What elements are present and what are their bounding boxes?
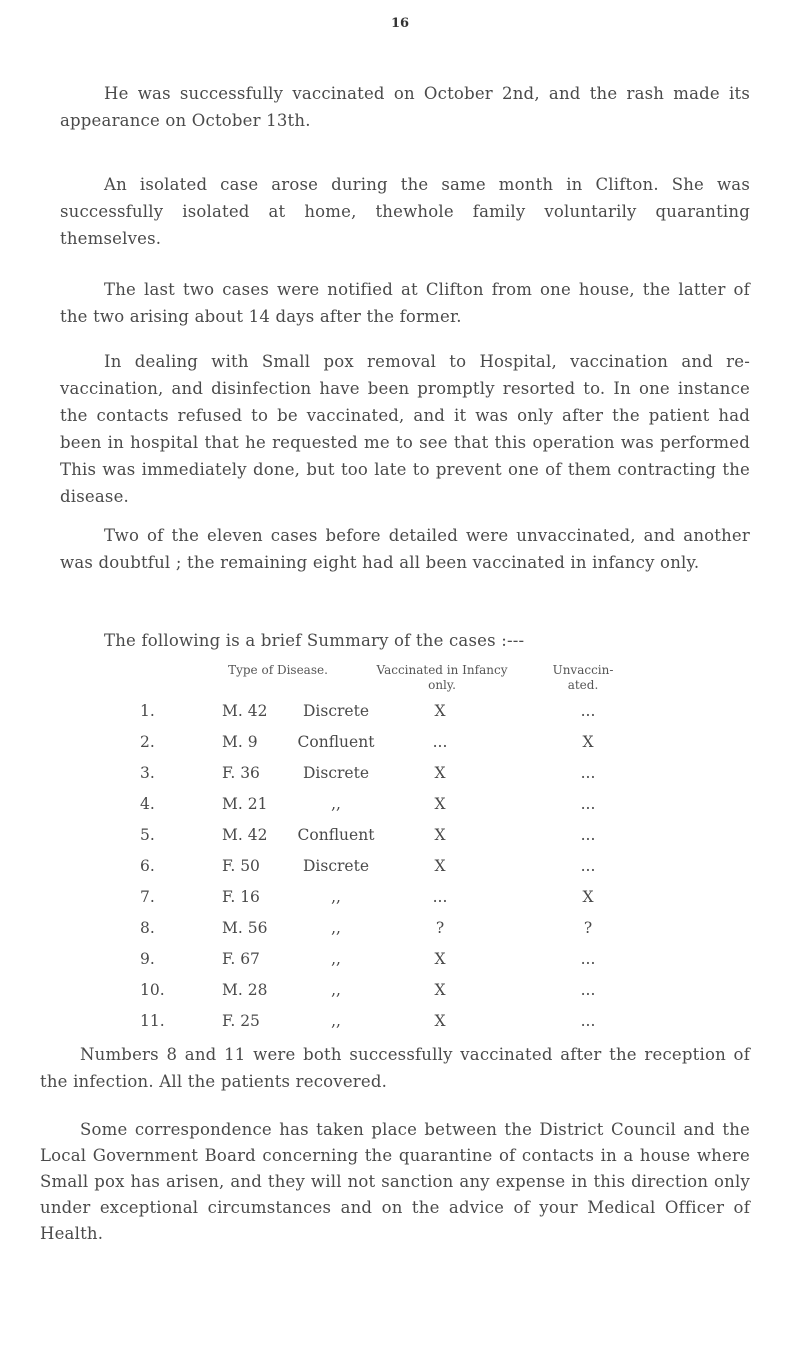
paragraph-summary-intro: The following is a brief Summary of the cases :--- xyxy=(104,631,525,650)
table-row xyxy=(0,1012,800,1042)
table-row xyxy=(0,857,800,887)
case-number: 5. xyxy=(140,826,155,844)
table-row xyxy=(0,826,800,856)
case-vaccinated-mark: X xyxy=(434,826,446,844)
table-row xyxy=(0,888,800,918)
case-vaccinated-mark: X xyxy=(434,857,446,875)
paragraph-vaccination-date: He was successfully vaccinated on October 2nd, and the rash made its appearance on October 13th. xyxy=(60,84,750,130)
case-number: 8. xyxy=(140,919,155,937)
case-disease-type: Discrete xyxy=(302,764,369,782)
table-row xyxy=(0,702,800,732)
case-disease-type: Confluent xyxy=(297,733,375,751)
case-vaccinated-mark: ? xyxy=(435,919,445,937)
case-unvaccinated-mark: ... xyxy=(580,764,596,782)
header-vaccinated-in-infancy: Vaccinated in Infancy only. xyxy=(376,663,508,692)
case-number: 10. xyxy=(140,981,165,999)
case-unvaccinated-mark: ... xyxy=(580,826,596,844)
page-number: 16 xyxy=(390,16,410,31)
case-sex-age: M. 9 xyxy=(222,733,258,751)
case-vaccinated-mark: ... xyxy=(432,733,448,751)
case-disease-type: Confluent xyxy=(297,826,375,844)
case-disease-type: Discrete xyxy=(302,702,369,720)
case-disease-type: ,, xyxy=(331,795,341,813)
case-sex-age: M. 42 xyxy=(222,702,268,720)
paragraph-removal-to-hospital: In dealing with Small pox removal to Hospital, vaccination and re-vaccination, and disinfection have been promptly resorted to. In one instance the contacts refused to be vaccinated, and it was only after the patient had been in hospital that he requested me to see that this operation was performed This was immediately done, but too late to prevent one of them contracting the disease. xyxy=(60,352,750,506)
paragraph-clifton-isolated-case: An isolated case arose during the same month in Clifton. She was successfully isolated at home, thewhole family voluntarily quaranting themselves. xyxy=(60,175,750,248)
case-vaccinated-mark: X xyxy=(434,795,446,813)
case-number: 3. xyxy=(140,764,155,782)
table-row xyxy=(0,764,800,794)
case-unvaccinated-mark: ... xyxy=(580,950,596,968)
case-number: 1. xyxy=(140,702,155,720)
case-number: 9. xyxy=(140,950,155,968)
case-disease-type: ,, xyxy=(331,981,341,999)
case-disease-type: ,, xyxy=(331,888,341,906)
case-sex-age: M. 28 xyxy=(222,981,268,999)
case-unvaccinated-mark: X xyxy=(582,733,594,751)
table-row xyxy=(0,733,800,763)
case-sex-age: F. 36 xyxy=(222,764,260,782)
case-unvaccinated-mark: ... xyxy=(580,795,596,813)
table-row xyxy=(0,919,800,949)
case-sex-age: F. 25 xyxy=(222,1012,260,1030)
case-number: 7. xyxy=(140,888,155,906)
case-number: 4. xyxy=(140,795,155,813)
case-vaccinated-mark: ... xyxy=(432,888,448,906)
case-sex-age: F. 67 xyxy=(222,950,260,968)
case-unvaccinated-mark: ... xyxy=(580,702,596,720)
case-number: 6. xyxy=(140,857,155,875)
case-unvaccinated-mark: ? xyxy=(583,919,593,937)
paragraph-numbers-8-and-11: Numbers 8 and 11 were both successfully vaccinated after the reception of the infection. All the patients recovered. xyxy=(40,1045,750,1091)
table-row xyxy=(0,795,800,825)
case-disease-type: ,, xyxy=(331,950,341,968)
case-sex-age: M. 21 xyxy=(222,795,268,813)
case-sex-age: F. 50 xyxy=(222,857,260,875)
header-type-of-disease: Type of Disease. xyxy=(228,663,328,677)
case-unvaccinated-mark: ... xyxy=(580,857,596,875)
case-number: 11. xyxy=(140,1012,165,1030)
case-vaccinated-mark: X xyxy=(434,702,446,720)
case-disease-type: ,, xyxy=(331,919,341,937)
case-sex-age: M. 56 xyxy=(222,919,268,937)
case-disease-type: ,, xyxy=(331,1012,341,1030)
case-number: 2. xyxy=(140,733,155,751)
case-vaccinated-mark: X xyxy=(434,764,446,782)
table-row xyxy=(0,981,800,1011)
header-unvaccinated: Unvaccin-ated. xyxy=(552,663,614,692)
paragraph-last-two-cases: The last two cases were notified at Clifton from one house, the latter of the two arising about 14 days after the former. xyxy=(60,280,750,326)
paragraph-vaccination-status: Two of the eleven cases before detailed were unvaccinated, and another was doubtful ; the remaining eight had all been vaccinated in infancy only. xyxy=(60,526,750,572)
paragraph-correspondence-quarantine: Some correspondence has taken place between the District Council and the Local Government Board concerning the quarantine of contacts in a house where Small pox has arisen, and they will not sanction any expense in this direction only under exceptional circumstances and on the advice of your Medical Officer of Health. xyxy=(40,1120,750,1243)
case-disease-type: Discrete xyxy=(302,857,369,875)
case-sex-age: F. 16 xyxy=(222,888,260,906)
case-unvaccinated-mark: ... xyxy=(580,1012,596,1030)
case-unvaccinated-mark: ... xyxy=(580,981,596,999)
case-vaccinated-mark: X xyxy=(434,1012,446,1030)
case-vaccinated-mark: X xyxy=(434,981,446,999)
case-sex-age: M. 42 xyxy=(222,826,268,844)
case-vaccinated-mark: X xyxy=(434,950,446,968)
case-unvaccinated-mark: X xyxy=(582,888,594,906)
table-row xyxy=(0,950,800,980)
